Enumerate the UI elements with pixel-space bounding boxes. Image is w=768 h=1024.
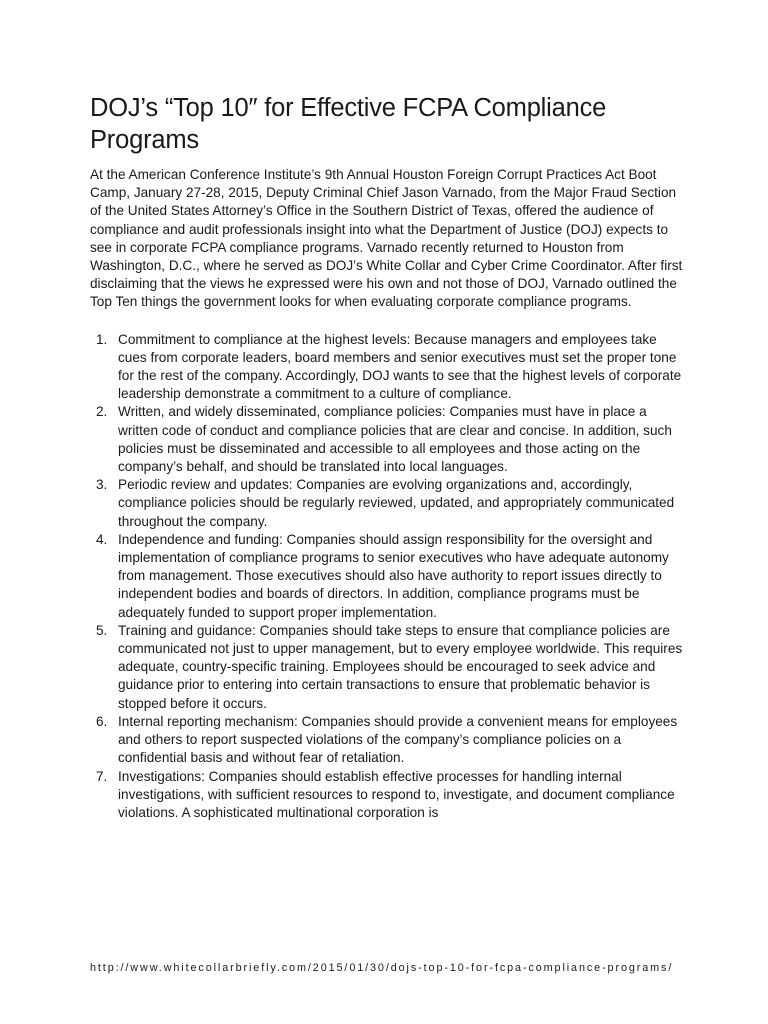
list-item-number: 5. — [96, 622, 108, 638]
list-item — [90, 622, 686, 713]
list-item — [90, 476, 686, 531]
list-item-number: 3. — [96, 477, 108, 493]
list-item-text: Internal reporting mechanism: Companies should provide a convenient means for employees and others to report suspected violations of the company’s compliance policies on a confidential basis and without fear of retaliation. — [118, 713, 678, 766]
list-item-text: Training and guidance: Companies should take steps to ensure that compliance policies are communicated not just to upper management, but to every employee worldwide. This requires adequate, country-specific training. Employees should be encouraged to seek advice and guidance prior to entering into certain transactions to ensure that problematic behavior is stopped before it occurs. — [118, 622, 683, 711]
list-item-number: 4. — [96, 531, 108, 547]
list-item-number: 6. — [96, 713, 108, 729]
footer-source-url: http://www.whitecollarbriefly.com/2015/01/30/dojs-top-10-for-fcpa-compliance-programs/ — [90, 962, 674, 974]
list-item — [90, 531, 686, 622]
list-item — [90, 713, 686, 768]
list-item-number: 1. — [96, 331, 108, 347]
list-item — [90, 768, 686, 823]
document-page — [90, 92, 686, 822]
document-title: DOJ’s “Top 10″ for Effective FCPA Compliance Programs — [90, 94, 607, 154]
list-item — [90, 403, 686, 476]
top-ten-list — [90, 331, 686, 822]
list-item-text: Periodic review and updates: Companies are evolving organizations and, accordingly, compliance policies should be regularly reviewed, updated, and appropriately communicated throughout the company. — [118, 477, 675, 529]
intro-paragraph: At the American Conference Institute’s 9th Annual Houston Foreign Corrupt Practices Act Boot Camp, January 27-28, 2015, Deputy Criminal Chief Jason Varnado, from the Major Fraud Section of the United States Attorney’s Office in the Southern District of Texas, offered the audience of compliance and audit professionals insight into what the Department of Justice (DOJ) expects to see in corporate FCPA compliance programs. Varnado recently returned to Houston from Washington, D.C., where he served as DOJ’s White Collar and Cyber Crime Coordinator. After first disclaiming that the views he expressed were his own and not those of DOJ, Varnado outlined the Top Ten things the government looks for when evaluating corporate compliance programs. — [90, 167, 683, 310]
list-item-text: Investigations: Companies should establish effective processes for handling internal investigations, with sufficient resources to respond to, investigate, and document compliance violations. A sophisticated multinational corporation is — [118, 768, 675, 820]
list-item-number: 2. — [96, 404, 108, 420]
list-item-number: 7. — [96, 768, 108, 784]
list-item-text: Independence and funding: Companies should assign responsibility for the oversight and implementation of compliance programs to senior executives who have adequate autonomy from management. Those executives should also have authority to report issues directly to independent bodies and boards of directors. In addition, compliance programs must be adequately funded to support proper implementation. — [118, 531, 669, 620]
list-item — [90, 331, 686, 404]
list-item-text: Commitment to compliance at the highest levels: Because managers and employees take cues from corporate leaders, board members and senior executives must set the proper tone for the rest of the company. Accordingly, DOJ wants to see that the highest levels of corporate leadership demonstrate a commitment to a culture of compliance. — [118, 331, 682, 402]
list-item-text: Written, and widely disseminated, compliance policies: Companies must have in place a written code of conduct and compliance policies that are clear and concise. In addition, such policies must be disseminated and accessible to all employees and those acting on the company’s behalf, and should be translated into local languages. — [118, 404, 672, 475]
